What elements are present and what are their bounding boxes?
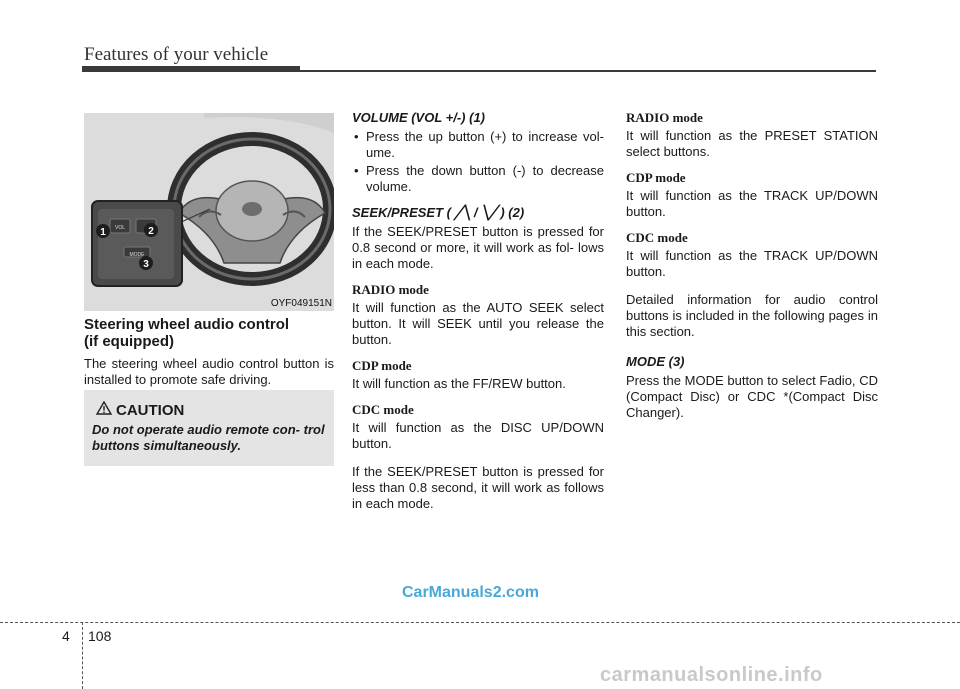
- callout-1: 1: [100, 227, 106, 238]
- cdc-mode-text: It will function as the TRACK UP/DOWN button.: [626, 248, 878, 279]
- mode-label: MODE: [129, 252, 145, 258]
- header-rule-thin: [300, 70, 876, 72]
- cdp-mode-title: CDP mode: [626, 170, 686, 185]
- steering-wheel-illustration: [84, 113, 334, 311]
- volume-list: [352, 129, 604, 195]
- section-title-line2: (if equipped): [84, 333, 174, 350]
- radio-mode-text: It will function as the AUTO SEEK select button. It will SEEK until you release the button.: [352, 300, 604, 347]
- callout-2: 2: [148, 226, 154, 237]
- watermark-footer: carmanualsonline.info: [600, 664, 823, 686]
- figure-code: OYF049151N: [270, 298, 332, 309]
- chapter-number: 4: [62, 628, 70, 644]
- right-column: [626, 110, 878, 425]
- caution-box: [84, 390, 334, 466]
- mode-title: MODE (3): [626, 354, 685, 369]
- left-column: [84, 316, 334, 392]
- list-item: • Press the up button (+) to increase vol- ume.: [352, 129, 604, 161]
- volume-title: VOLUME (VOL +/-) (1): [352, 110, 486, 125]
- section-title-line1: Steering wheel audio control: [84, 316, 290, 333]
- cdc-mode-text: It will function as the DISC UP/DOWN button.: [352, 420, 604, 451]
- vol-label: VOL: [114, 225, 126, 231]
- footer-divider: [82, 622, 83, 689]
- footer-rule: [0, 622, 960, 623]
- button-panel-inset: [92, 201, 182, 286]
- cdp-mode-title: CDP mode: [352, 358, 412, 373]
- seek-paragraph: If the SEEK/PRESET button is pressed for 0.8 second or more, it will work as fol- lows in each mode.: [352, 224, 604, 271]
- list-item: • Press the down button (-) to decrease volume.: [352, 163, 604, 195]
- watermark-link[interactable]: CarManuals2.com: [402, 584, 539, 601]
- intro-paragraph: The steering wheel audio control button is installed to promote safe driving.: [84, 356, 334, 387]
- detail-paragraph: Detailed information for audio control buttons is included in the following pages in this section.: [626, 292, 878, 339]
- cdc-mode-title: CDC mode: [352, 402, 414, 417]
- page-header-title: Features of your vehicle: [84, 44, 269, 65]
- cdp-mode-text: It will function as the FF/REW button.: [352, 376, 566, 391]
- mode-paragraph: Press the MODE button to select Fadio, CD (Compact Disc) or CDC *(Compact Disc Changer).: [626, 373, 878, 420]
- steering-wheel-figure: [84, 113, 334, 311]
- header-rule: [82, 66, 300, 72]
- radio-mode-text: It will function as the PRESET STATION select buttons.: [626, 128, 878, 159]
- callout-3: 3: [143, 259, 149, 270]
- radio-mode-title: RADIO mode: [626, 110, 703, 125]
- middle-column: [352, 110, 604, 516]
- warning-triangle-icon: [96, 401, 112, 415]
- section-title: [84, 316, 334, 350]
- cdc-mode-title: CDC mode: [626, 230, 688, 245]
- caution-title: CAUTION: [116, 402, 185, 419]
- seek-title: SEEK/PRESET ( ╱╲ / ╲╱ ) (2): [352, 205, 525, 220]
- page-number: 108: [88, 628, 112, 644]
- short-press-paragraph: If the SEEK/PRESET button is pressed for less than 0.8 second, it will work as follows in each mode.: [352, 464, 604, 511]
- radio-mode-title: RADIO mode: [352, 282, 429, 297]
- caution-text: Do not operate audio remote con- trol buttons simultaneously.: [92, 422, 325, 453]
- cdp-mode-text: It will function as the TRACK UP/DOWN button.: [626, 188, 878, 219]
